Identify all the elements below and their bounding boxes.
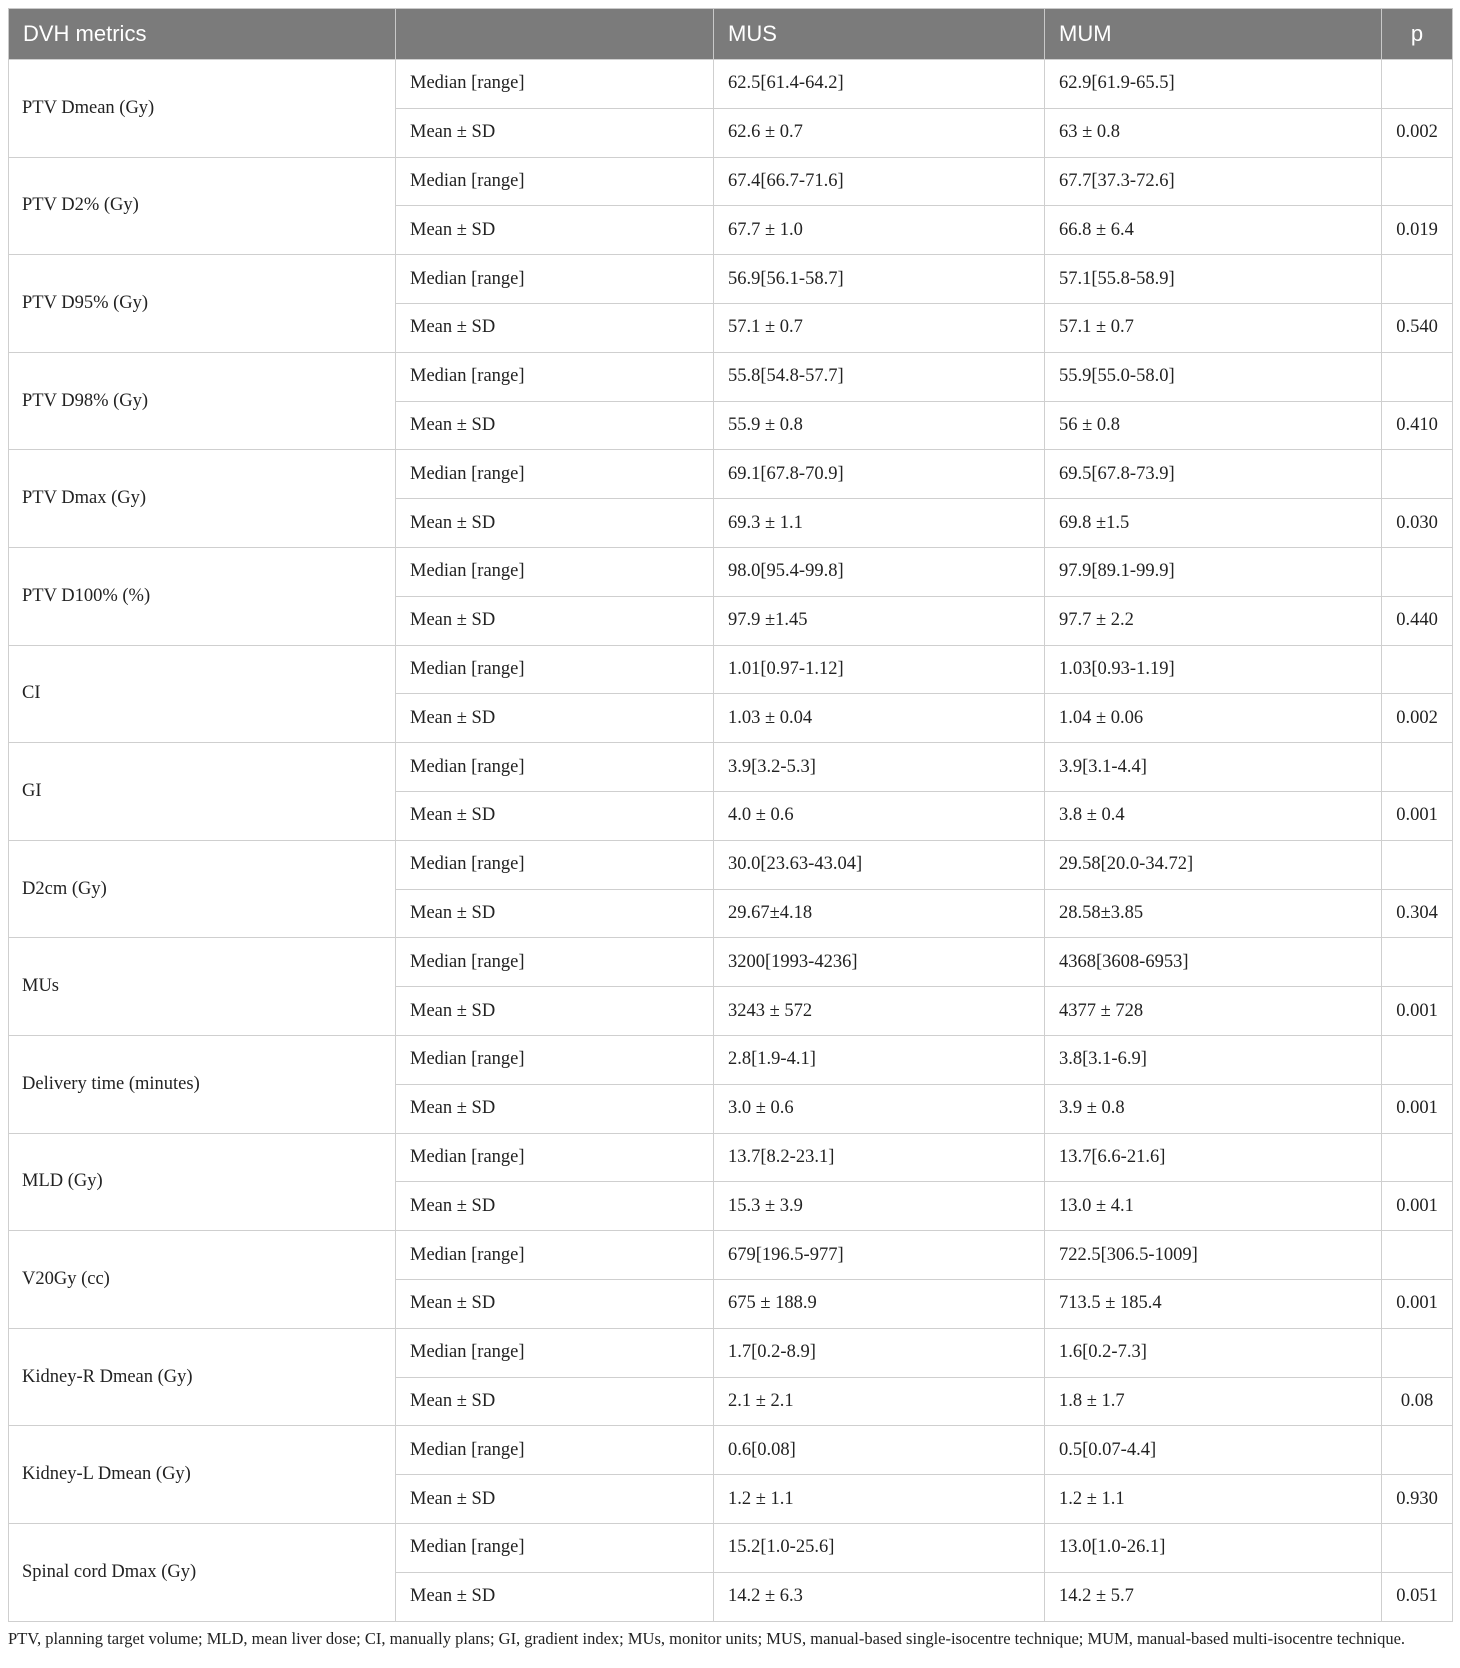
mus-mean-value: 3.0 ± 0.6	[714, 1084, 1045, 1133]
statistic-label: Median [range]	[396, 938, 714, 987]
mus-mean-value: 675 ± 188.9	[714, 1279, 1045, 1328]
mus-mean-value: 15.3 ± 3.9	[714, 1182, 1045, 1231]
mus-median-value: 679[196.5-977]	[714, 1231, 1045, 1280]
statistic-label: Median [range]	[396, 840, 714, 889]
dvh-metrics-table	[8, 8, 1453, 1622]
table-row-median	[9, 1133, 1453, 1182]
mum-mean-value: 1.8 ± 1.7	[1045, 1377, 1382, 1426]
p-value: 0.002	[1382, 108, 1453, 157]
mum-median-value: 97.9[89.1-99.9]	[1045, 547, 1382, 596]
statistic-label: Median [range]	[396, 547, 714, 596]
mum-median-value: 69.5[67.8-73.9]	[1045, 450, 1382, 499]
p-value: 0.540	[1382, 303, 1453, 352]
table-row-median	[9, 1426, 1453, 1475]
p-value: 0.001	[1382, 1084, 1453, 1133]
mum-mean-value: 3.9 ± 0.8	[1045, 1084, 1382, 1133]
p-value: 0.001	[1382, 987, 1453, 1036]
p-value-empty	[1382, 450, 1453, 499]
statistic-label: Median [range]	[396, 1426, 714, 1475]
table-row-median	[9, 645, 1453, 694]
metric-name: D2cm (Gy)	[9, 840, 396, 938]
metric-name: MUs	[9, 938, 396, 1036]
p-value: 0.001	[1382, 791, 1453, 840]
mus-mean-value: 1.2 ± 1.1	[714, 1475, 1045, 1524]
statistic-label: Median [range]	[396, 450, 714, 499]
document	[8, 8, 1452, 1650]
statistic-label: Mean ± SD	[396, 596, 714, 645]
table-row-median	[9, 255, 1453, 304]
mum-median-value: 13.7[6.6-21.6]	[1045, 1133, 1382, 1182]
mum-median-value: 1.6[0.2-7.3]	[1045, 1328, 1382, 1377]
mus-mean-value: 69.3 ± 1.1	[714, 499, 1045, 548]
p-value-empty	[1382, 1231, 1453, 1280]
p-value-empty	[1382, 255, 1453, 304]
table-row-median	[9, 157, 1453, 206]
statistic-label: Mean ± SD	[396, 889, 714, 938]
table-row-median	[9, 547, 1453, 596]
header-mus: MUS	[714, 9, 1045, 60]
mus-mean-value: 2.1 ± 2.1	[714, 1377, 1045, 1426]
table-row-median	[9, 840, 1453, 889]
mus-mean-value: 1.03 ± 0.04	[714, 694, 1045, 743]
p-value-empty	[1382, 60, 1453, 109]
mum-mean-value: 97.7 ± 2.2	[1045, 596, 1382, 645]
mum-mean-value: 13.0 ± 4.1	[1045, 1182, 1382, 1231]
mus-mean-value: 14.2 ± 6.3	[714, 1572, 1045, 1621]
mum-median-value: 3.8[3.1-6.9]	[1045, 1035, 1382, 1084]
p-value: 0.440	[1382, 596, 1453, 645]
table-row-median	[9, 450, 1453, 499]
statistic-label: Mean ± SD	[396, 1475, 714, 1524]
table-header-row	[9, 9, 1453, 60]
mum-median-value: 3.9[3.1-4.4]	[1045, 743, 1382, 792]
statistic-label: Mean ± SD	[396, 1182, 714, 1231]
metric-name: PTV Dmax (Gy)	[9, 450, 396, 548]
mus-median-value: 1.7[0.2-8.9]	[714, 1328, 1045, 1377]
mus-median-value: 0.6[0.08]	[714, 1426, 1045, 1475]
statistic-label: Mean ± SD	[396, 108, 714, 157]
mus-mean-value: 67.7 ± 1.0	[714, 206, 1045, 255]
mus-mean-value: 97.9 ±1.45	[714, 596, 1045, 645]
p-value-empty	[1382, 352, 1453, 401]
mus-median-value: 3.9[3.2-5.3]	[714, 743, 1045, 792]
mum-median-value: 62.9[61.9-65.5]	[1045, 60, 1382, 109]
statistic-label: Mean ± SD	[396, 1572, 714, 1621]
metric-name: PTV D98% (Gy)	[9, 352, 396, 450]
table-row-median	[9, 1231, 1453, 1280]
p-value-empty	[1382, 743, 1453, 792]
statistic-label: Median [range]	[396, 60, 714, 109]
header-statistic	[396, 9, 714, 60]
mum-mean-value: 1.04 ± 0.06	[1045, 694, 1382, 743]
metric-name: V20Gy (cc)	[9, 1231, 396, 1329]
p-value-empty	[1382, 938, 1453, 987]
statistic-label: Mean ± SD	[396, 1084, 714, 1133]
mum-mean-value: 713.5 ± 185.4	[1045, 1279, 1382, 1328]
metric-name: CI	[9, 645, 396, 743]
metric-name: Kidney-R Dmean (Gy)	[9, 1328, 396, 1426]
mum-median-value: 29.58[20.0-34.72]	[1045, 840, 1382, 889]
metric-name: GI	[9, 743, 396, 841]
p-value-empty	[1382, 1426, 1453, 1475]
p-value: 0.030	[1382, 499, 1453, 548]
mus-median-value: 56.9[56.1-58.7]	[714, 255, 1045, 304]
statistic-label: Mean ± SD	[396, 694, 714, 743]
mum-mean-value: 69.8 ±1.5	[1045, 499, 1382, 548]
table-body	[9, 60, 1453, 1622]
mum-median-value: 1.03[0.93-1.19]	[1045, 645, 1382, 694]
table-row-median	[9, 1523, 1453, 1572]
mus-median-value: 98.0[95.4-99.8]	[714, 547, 1045, 596]
p-value-empty	[1382, 1133, 1453, 1182]
table-row-median	[9, 1035, 1453, 1084]
table-row-median	[9, 743, 1453, 792]
metric-name: Delivery time (minutes)	[9, 1035, 396, 1133]
metric-name: Kidney-L Dmean (Gy)	[9, 1426, 396, 1524]
mus-median-value: 67.4[66.7-71.6]	[714, 157, 1045, 206]
metric-name: PTV D100% (%)	[9, 547, 396, 645]
statistic-label: Mean ± SD	[396, 1279, 714, 1328]
p-value-empty	[1382, 157, 1453, 206]
p-value: 0.001	[1382, 1182, 1453, 1231]
header-p: p	[1382, 9, 1453, 60]
mum-mean-value: 3.8 ± 0.4	[1045, 791, 1382, 840]
mum-mean-value: 63 ± 0.8	[1045, 108, 1382, 157]
mus-mean-value: 62.6 ± 0.7	[714, 108, 1045, 157]
mum-median-value: 55.9[55.0-58.0]	[1045, 352, 1382, 401]
p-value-empty	[1382, 1035, 1453, 1084]
p-value: 0.019	[1382, 206, 1453, 255]
metric-name: PTV D2% (Gy)	[9, 157, 396, 255]
mus-median-value: 69.1[67.8-70.9]	[714, 450, 1045, 499]
table-row-median	[9, 938, 1453, 987]
p-value: 0.001	[1382, 1279, 1453, 1328]
mus-median-value: 30.0[23.63-43.04]	[714, 840, 1045, 889]
mus-mean-value: 3243 ± 572	[714, 987, 1045, 1036]
mum-mean-value: 28.58±3.85	[1045, 889, 1382, 938]
mus-mean-value: 57.1 ± 0.7	[714, 303, 1045, 352]
statistic-label: Mean ± SD	[396, 303, 714, 352]
p-value-empty	[1382, 1328, 1453, 1377]
metric-name: MLD (Gy)	[9, 1133, 396, 1231]
mus-median-value: 3200[1993-4236]	[714, 938, 1045, 987]
statistic-label: Median [range]	[396, 352, 714, 401]
p-value: 0.304	[1382, 889, 1453, 938]
statistic-label: Mean ± SD	[396, 987, 714, 1036]
mus-mean-value: 4.0 ± 0.6	[714, 791, 1045, 840]
p-value: 0.002	[1382, 694, 1453, 743]
table-row-median	[9, 60, 1453, 109]
statistic-label: Median [range]	[396, 1328, 714, 1377]
statistic-label: Median [range]	[396, 1231, 714, 1280]
statistic-label: Median [range]	[396, 1035, 714, 1084]
mum-median-value: 0.5[0.07-4.4]	[1045, 1426, 1382, 1475]
mum-median-value: 13.0[1.0-26.1]	[1045, 1523, 1382, 1572]
p-value: 0.410	[1382, 401, 1453, 450]
p-value-empty	[1382, 1523, 1453, 1572]
p-value: 0.051	[1382, 1572, 1453, 1621]
statistic-label: Mean ± SD	[396, 1377, 714, 1426]
mus-median-value: 62.5[61.4-64.2]	[714, 60, 1045, 109]
mum-mean-value: 57.1 ± 0.7	[1045, 303, 1382, 352]
statistic-label: Median [range]	[396, 157, 714, 206]
mus-mean-value: 29.67±4.18	[714, 889, 1045, 938]
p-value-empty	[1382, 547, 1453, 596]
mum-median-value: 722.5[306.5-1009]	[1045, 1231, 1382, 1280]
statistic-label: Mean ± SD	[396, 791, 714, 840]
mum-mean-value: 66.8 ± 6.4	[1045, 206, 1382, 255]
table-row-median	[9, 352, 1453, 401]
mum-mean-value: 4377 ± 728	[1045, 987, 1382, 1036]
mus-median-value: 13.7[8.2-23.1]	[714, 1133, 1045, 1182]
table-row-median	[9, 1328, 1453, 1377]
statistic-label: Median [range]	[396, 743, 714, 792]
statistic-label: Mean ± SD	[396, 206, 714, 255]
statistic-label: Median [range]	[396, 645, 714, 694]
mum-median-value: 57.1[55.8-58.9]	[1045, 255, 1382, 304]
mum-mean-value: 56 ± 0.8	[1045, 401, 1382, 450]
header-mum: MUM	[1045, 9, 1382, 60]
mus-median-value: 55.8[54.8-57.7]	[714, 352, 1045, 401]
statistic-label: Median [range]	[396, 255, 714, 304]
statistic-label: Mean ± SD	[396, 499, 714, 548]
mus-mean-value: 55.9 ± 0.8	[714, 401, 1045, 450]
mum-mean-value: 14.2 ± 5.7	[1045, 1572, 1382, 1621]
statistic-label: Median [range]	[396, 1133, 714, 1182]
statistic-label: Mean ± SD	[396, 401, 714, 450]
header-dvh-metrics: DVH metrics	[9, 9, 396, 60]
p-value-empty	[1382, 645, 1453, 694]
mum-mean-value: 1.2 ± 1.1	[1045, 1475, 1382, 1524]
metric-name: PTV Dmean (Gy)	[9, 60, 396, 158]
metric-name: Spinal cord Dmax (Gy)	[9, 1523, 396, 1621]
mum-median-value: 67.7[37.3-72.6]	[1045, 157, 1382, 206]
mum-median-value: 4368[3608-6953]	[1045, 938, 1382, 987]
mus-median-value: 2.8[1.9-4.1]	[714, 1035, 1045, 1084]
table-footnote: PTV, planning target volume; MLD, mean liver dose; CI, manually plans; GI, gradient index; MUs, monitor units; MUS, manual-based single-isocentre technique; MUM, manual-based multi-isocentre technique.	[8, 1628, 1406, 1648]
mus-median-value: 15.2[1.0-25.6]	[714, 1523, 1045, 1572]
p-value: 0.08	[1382, 1377, 1453, 1426]
statistic-label: Median [range]	[396, 1523, 714, 1572]
p-value: 0.930	[1382, 1475, 1453, 1524]
p-value-empty	[1382, 840, 1453, 889]
mus-median-value: 1.01[0.97-1.12]	[714, 645, 1045, 694]
metric-name: PTV D95% (Gy)	[9, 255, 396, 353]
